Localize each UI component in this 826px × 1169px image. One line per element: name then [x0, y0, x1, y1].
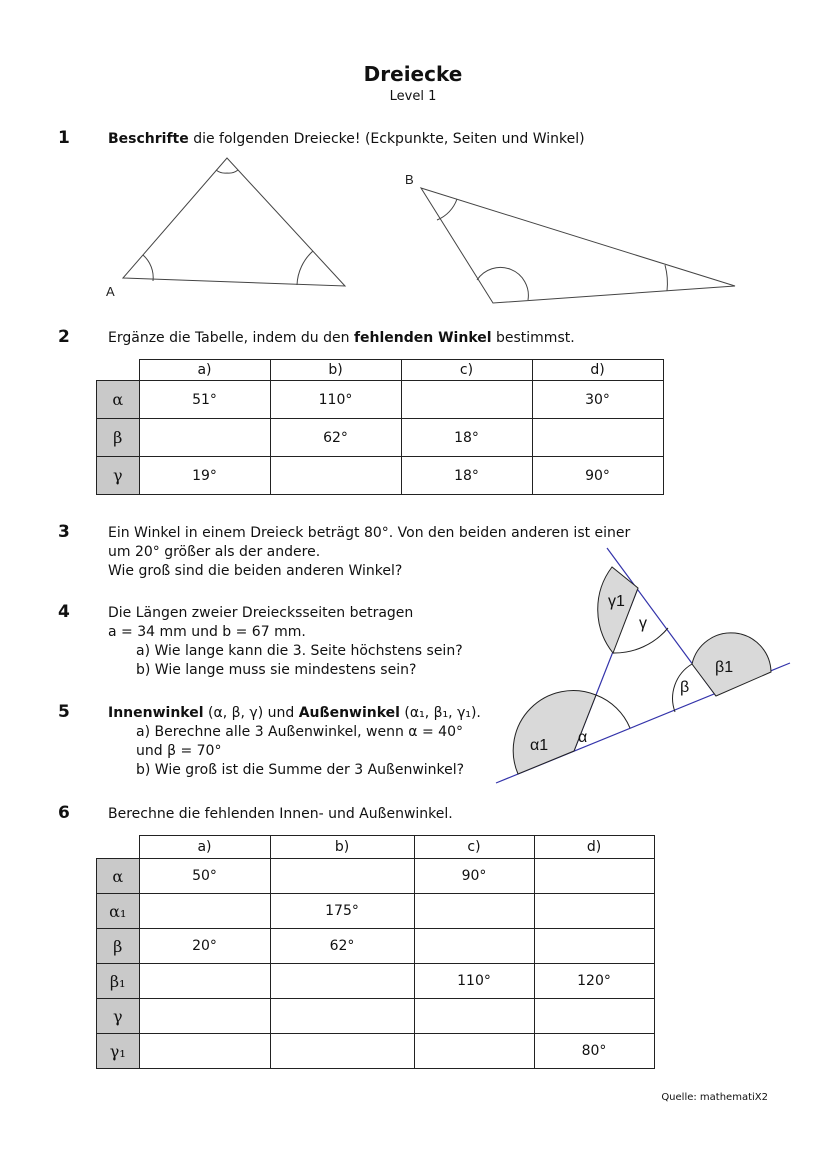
table-cell[interactable]: [414, 894, 534, 929]
table-cell[interactable]: [414, 1034, 534, 1069]
column-header: b): [270, 360, 401, 381]
task-1-triangles: [0, 0, 826, 320]
table-cell[interactable]: [534, 929, 654, 964]
row-label: β₁: [97, 964, 140, 999]
alpha-arc: [596, 695, 630, 728]
task-4-number: 4: [58, 602, 70, 622]
table-row: [97, 419, 664, 457]
table-cell[interactable]: 18°: [401, 419, 532, 457]
table-cell[interactable]: 90°: [414, 859, 534, 894]
row-label: β: [97, 419, 140, 457]
table-cell[interactable]: [270, 1034, 414, 1069]
row-label: γ: [97, 999, 140, 1034]
angle-arc-b: [437, 199, 457, 220]
table-cell[interactable]: 20°: [139, 929, 270, 964]
table-cell[interactable]: [270, 457, 401, 495]
label-b: B: [405, 172, 414, 187]
angle-arc-a: [143, 255, 153, 281]
table-cell[interactable]: 30°: [532, 381, 663, 419]
source-note: Quelle: mathematiX2: [661, 1092, 768, 1103]
label-alpha1: α1: [530, 737, 549, 754]
label-gamma1: γ1: [608, 593, 625, 610]
triangle-right: [421, 188, 735, 303]
task-2-number: 2: [58, 327, 70, 347]
label-beta1: β1: [715, 659, 734, 676]
label-gamma: γ: [639, 615, 647, 632]
task-3-number: 3: [58, 522, 70, 542]
column-header: d): [534, 836, 654, 859]
table-row: [97, 999, 655, 1034]
angle-diagram: [490, 540, 820, 790]
column-header: b): [270, 836, 414, 859]
row-label: α₁: [97, 894, 140, 929]
table-cell[interactable]: 51°: [139, 381, 270, 419]
angle-arc-top: [216, 170, 238, 173]
row-label: γ₁: [97, 1034, 140, 1069]
task-1-number: 1: [58, 128, 70, 148]
table-row: [97, 964, 655, 999]
table-cell[interactable]: [534, 859, 654, 894]
table-row: [97, 381, 664, 419]
table-cell[interactable]: 90°: [532, 457, 663, 495]
table-cell[interactable]: [270, 999, 414, 1034]
table-cell[interactable]: 19°: [139, 457, 270, 495]
table-cell[interactable]: [139, 894, 270, 929]
table-cell[interactable]: [139, 999, 270, 1034]
table-cell[interactable]: [139, 964, 270, 999]
task-5-number: 5: [58, 702, 70, 722]
row-label: α: [97, 859, 140, 894]
column-header: d): [532, 360, 663, 381]
task-4-text: Die Längen zweier Dreiecksseiten betragen a = 34 mm und b = 67 mm. a) Wie lange kann die 3. Seite höchstens sein? b) Wie lange muss sie mindestens sein?: [108, 605, 463, 678]
row-label: γ: [97, 457, 140, 495]
column-header: c): [401, 360, 532, 381]
row-label: α: [97, 381, 140, 419]
table-row: [97, 1034, 655, 1069]
table-cell[interactable]: [534, 999, 654, 1034]
table-row: [97, 894, 655, 929]
table-cell[interactable]: [414, 999, 534, 1034]
table-cell[interactable]: 110°: [270, 381, 401, 419]
table-cell[interactable]: 50°: [139, 859, 270, 894]
column-header: a): [139, 836, 270, 859]
table-cell[interactable]: [270, 964, 414, 999]
table-cell[interactable]: 62°: [270, 419, 401, 457]
angle-arc-right: [297, 251, 313, 285]
table-cell[interactable]: 120°: [534, 964, 654, 999]
task-6-text: Berechne die fehlenden Innen- und Außenwinkel.: [108, 806, 453, 822]
table-cell[interactable]: 110°: [414, 964, 534, 999]
task-1-bold: Beschrifte: [108, 131, 189, 147]
task-2-text: Ergänze die Tabelle, indem du den fehlenden Winkel bestimmst.: [108, 330, 575, 346]
task-1-rest: die folgenden Dreiecke! (Eckpunkte, Seiten und Winkel): [188, 131, 585, 147]
table-cell[interactable]: [401, 381, 532, 419]
column-header: c): [414, 836, 534, 859]
label-beta: β: [680, 679, 690, 696]
column-header: a): [139, 360, 270, 381]
table-cell[interactable]: [139, 419, 270, 457]
table-row: [97, 929, 655, 964]
task-3-text: Ein Winkel in einem Dreieck beträgt 80°. Von den beiden anderen ist einer um 20° größer als der andere. Wie groß sind die beiden anderen Winkel?: [108, 525, 631, 579]
label-alpha: α: [578, 729, 588, 746]
table-cell[interactable]: [532, 419, 663, 457]
triangle-left: [123, 158, 345, 286]
table-row: [97, 859, 655, 894]
task-6-table: [96, 835, 655, 1069]
table-cell[interactable]: [534, 894, 654, 929]
table-cell[interactable]: [139, 1034, 270, 1069]
task-5-text: Innenwinkel (α, β, γ) und Außenwinkel (α₁, β₁, γ₁). a) Berechne alle 3 Außenwinkel, wenn α = 40° und β = 70° b) Wie groß ist die Summe der 3 Außenwinkel?: [108, 705, 481, 778]
table-cell[interactable]: 175°: [270, 894, 414, 929]
page-subtitle: Level 1: [389, 89, 437, 104]
table-cell[interactable]: [270, 859, 414, 894]
gamma1-wedge: [598, 567, 638, 653]
page-title: Dreiecke: [363, 62, 463, 86]
task-6-number: 6: [58, 803, 70, 823]
table-cell[interactable]: 62°: [270, 929, 414, 964]
table-cell[interactable]: [414, 929, 534, 964]
row-label: β: [97, 929, 140, 964]
angle-arc-bottom: [477, 267, 528, 300]
label-a: A: [106, 284, 115, 299]
table-cell[interactable]: 80°: [534, 1034, 654, 1069]
table-row: [97, 457, 664, 495]
table-cell[interactable]: 18°: [401, 457, 532, 495]
angle-arc-far: [665, 265, 667, 291]
task-2-table: [96, 359, 664, 495]
